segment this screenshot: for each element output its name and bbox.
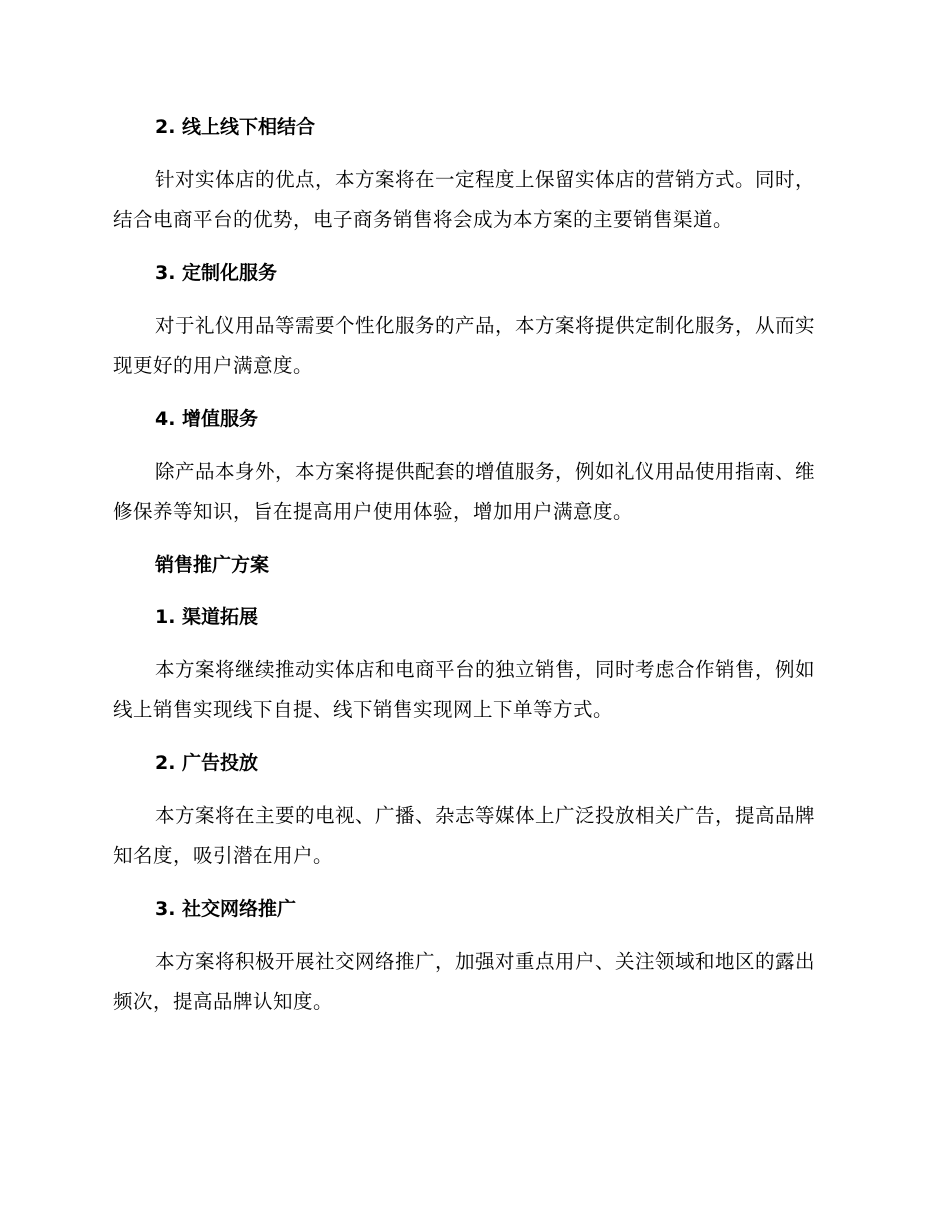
section-heading-value-added: 4. 增值服务 [155,408,259,430]
section-heading-advertising: 2. 广告投放 [155,752,259,774]
section-body-social-network: 本方案将积极开展社交网络推广，加强对重点用户、关注领域和地区的露出频次，提高品牌认知度。 [113,950,816,1013]
section-heading-promotion-plan: 销售推广方案 [155,554,270,576]
section-body-value-added: 除产品本身外，本方案将提供配套的增值服务，例如礼仪用品使用指南、维修保养等知识，旨在提高用户使用体验，增加用户满意度。 [113,460,816,523]
section-heading-online-offline: 2. 线上线下相结合 [155,116,316,138]
document-content [113,108,833,1022]
section-body-channel-expansion: 本方案将继续推动实体店和电商平台的独立销售，同时考虑合作销售，例如线上销售实现线下自提、线下销售实现网上下单等方式。 [113,658,816,721]
section-body-advertising: 本方案将在主要的电视、广播、杂志等媒体上广泛投放相关广告，提高品牌知名度，吸引潜在用户。 [113,804,816,867]
section-heading-social-network: 3. 社交网络推广 [155,898,297,920]
section-heading-customization: 3. 定制化服务 [155,262,278,284]
section-body-online-offline: 针对实体店的优点，本方案将在一定程度上保留实体店的营销方式。同时，结合电商平台的优势，电子商务销售将会成为本方案的主要销售渠道。 [113,168,816,231]
section-body-customization: 对于礼仪用品等需要个性化服务的产品，本方案将提供定制化服务，从而实现更好的用户满意度。 [113,314,816,377]
section-heading-channel-expansion: 1. 渠道拓展 [155,606,259,628]
